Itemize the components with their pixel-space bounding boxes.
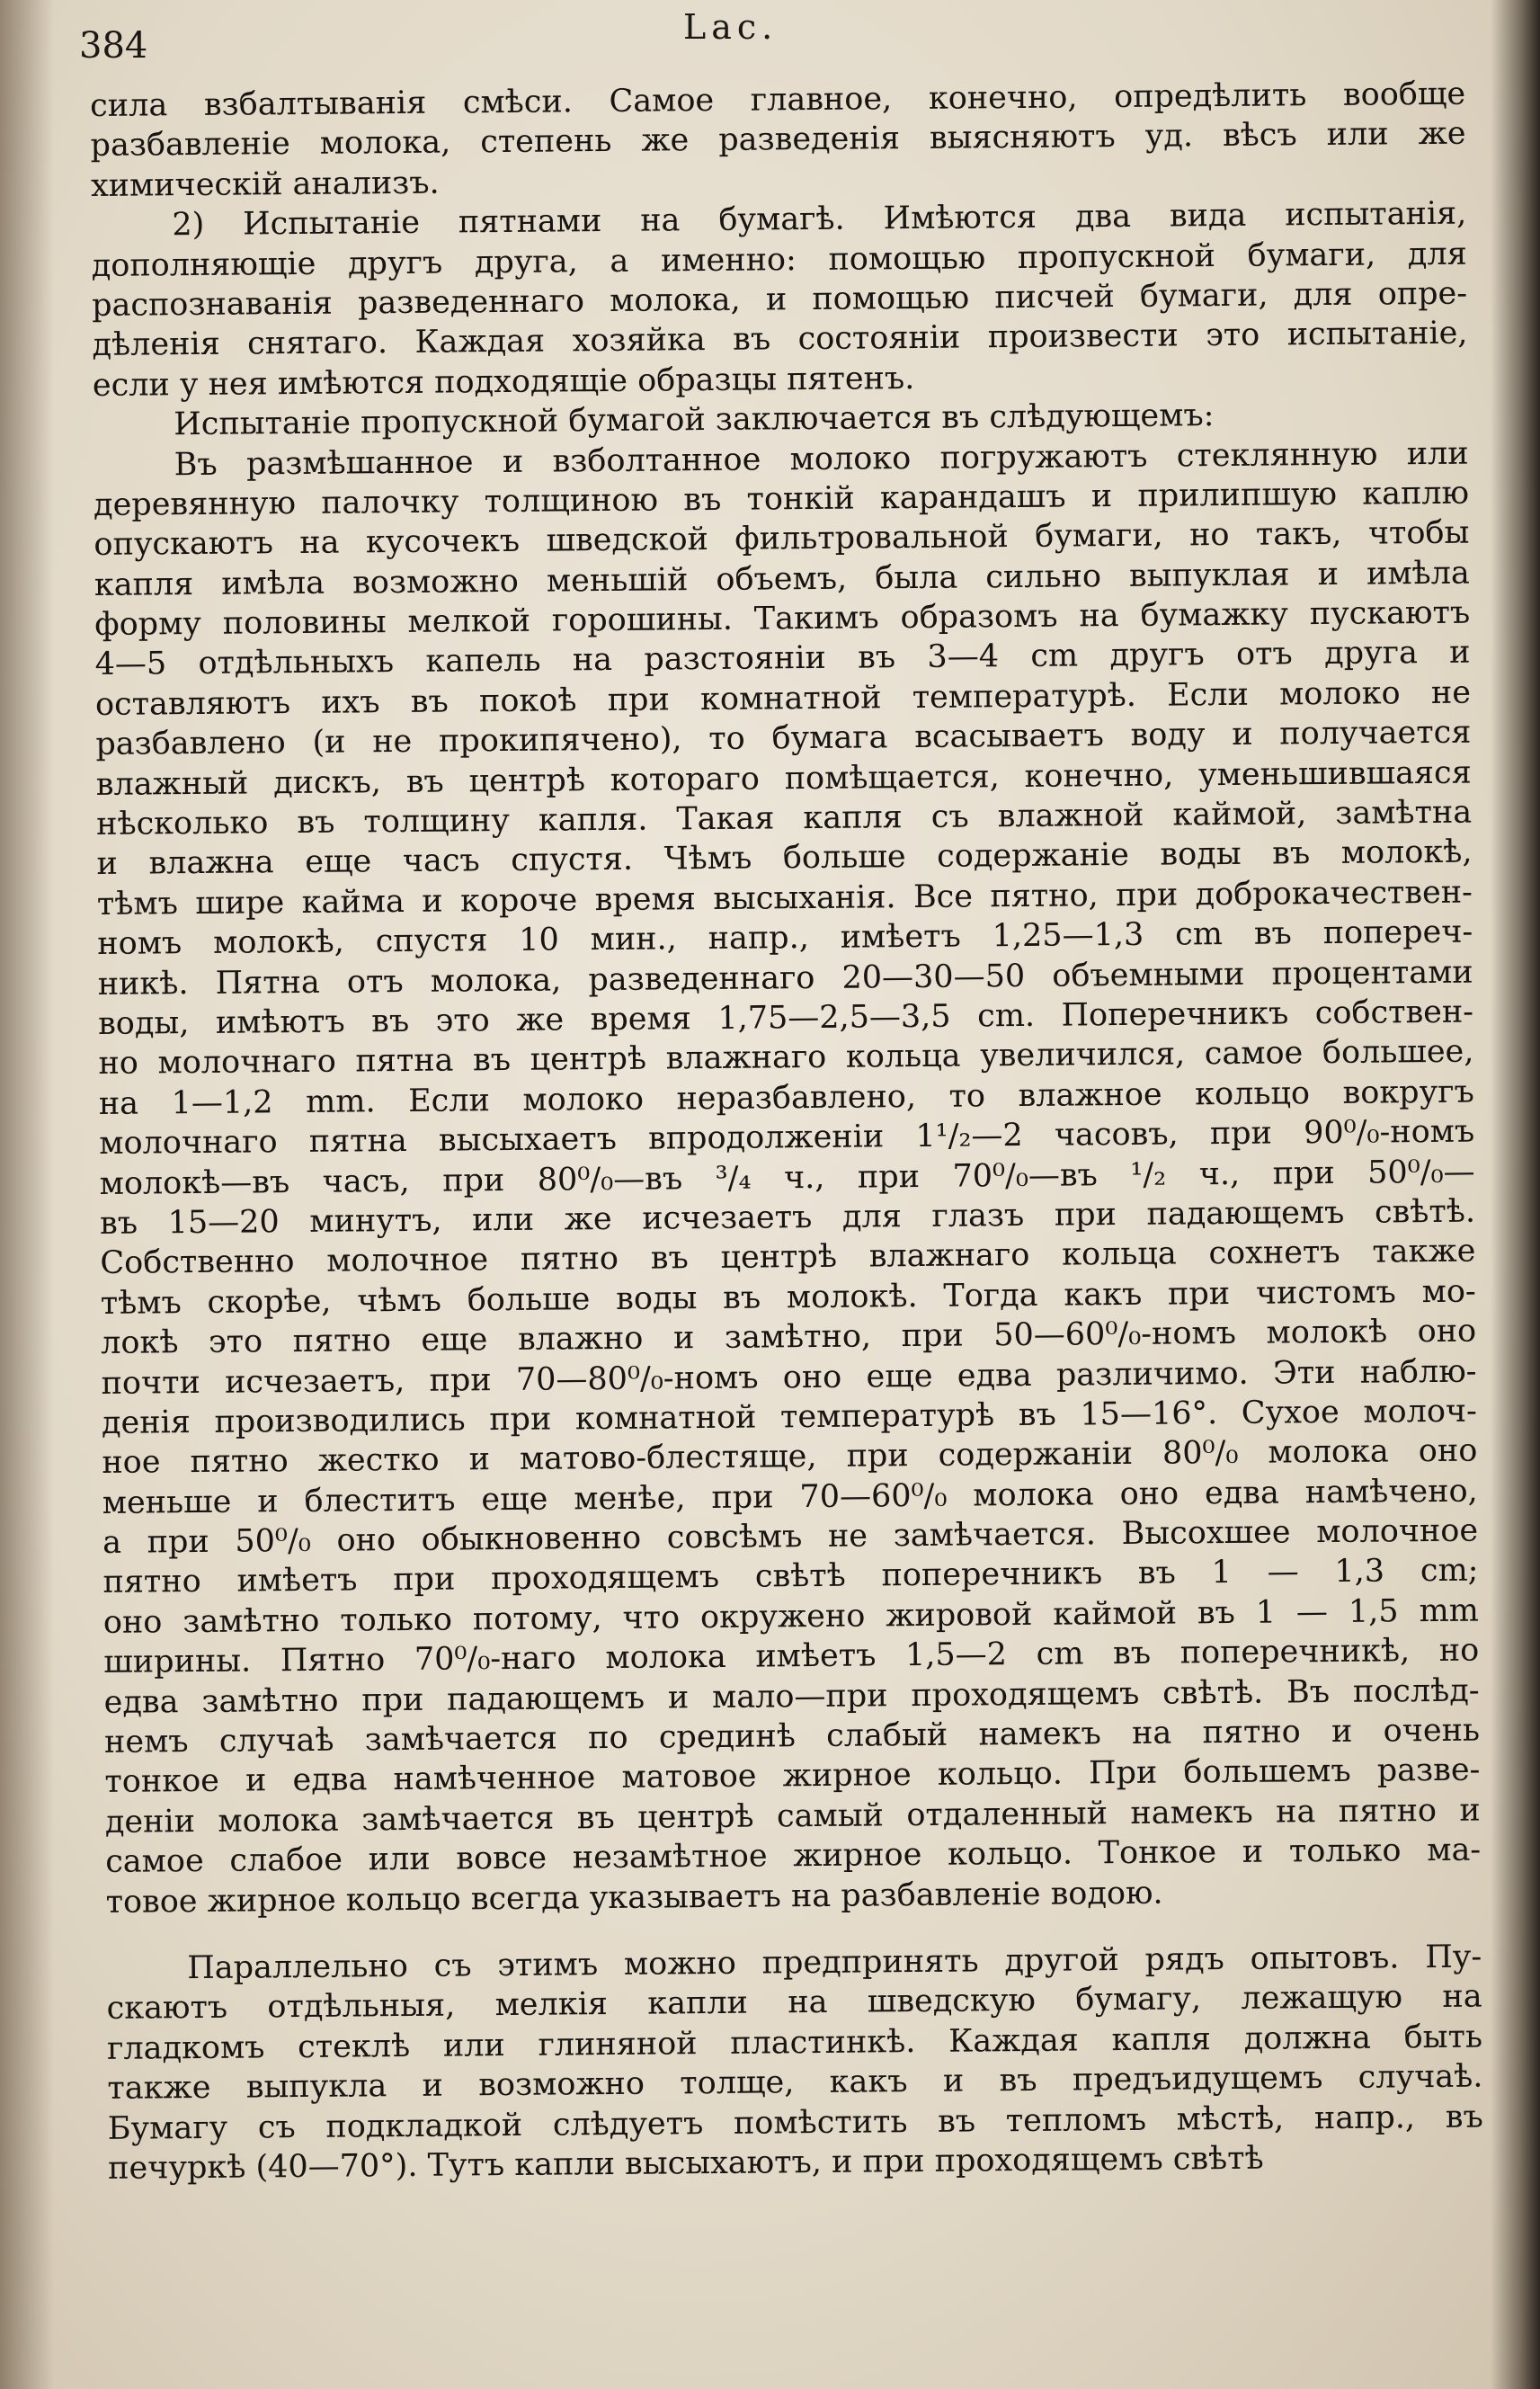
text-line: Собственно молочное пятно въ центрѣ влажнаго кольца сохнетъ также bbox=[100, 1233, 1476, 1282]
text-line: также выпукла и возможно толще, какъ и въ предъидущемъ случаѣ. bbox=[107, 2058, 1483, 2108]
text-line: форму половины мелкой горошины. Такимъ образомъ на бумажку пускаютъ bbox=[94, 594, 1471, 644]
text-line: почти исчезаетъ, при 70—80⁰/₀-номъ оно еще едва различимо. Эти наблю- bbox=[101, 1353, 1477, 1402]
running-title: Lac. bbox=[683, 7, 779, 47]
text-line: дѣленія снятаго. Каждая хозяйка въ состояніи произвести это испытаніе, bbox=[92, 315, 1468, 364]
text-line: на 1—1,2 mm. Если молоко неразбавлено, то влажное кольцо вокругъ bbox=[98, 1074, 1474, 1122]
text-line: денія производились при комнатной температурѣ въ 15—16°. Сухое молоч- bbox=[101, 1393, 1478, 1441]
text-line: разбавлено (и не прокипячено), то бумага всасываетъ воду и получается bbox=[95, 714, 1472, 763]
text-line: гладкомъ стеклѣ или глиняной пластинкѣ. Каждая капля должна быть bbox=[106, 2019, 1483, 2067]
text-line: печуркѣ (40—70°). Тутъ капли высыхаютъ, и при проходящемъ свѣтѣ bbox=[108, 2140, 1264, 2187]
text-line: Въ размѣшанное и взболтанное молоко погружаютъ стеклянную или bbox=[174, 435, 1469, 483]
text-line: деревянную палочку толщиною въ тонкій карандашъ и прилипшую каплю bbox=[93, 475, 1470, 523]
text-line: нѣсколько въ толщину капля. Такая капля съ влажной каймой, замѣтна bbox=[95, 794, 1473, 842]
text-line: скаютъ отдѣльныя, мелкія капли на шведскую бумагу, лежащую на bbox=[106, 1978, 1482, 2028]
text-line: пятно имѣетъ при проходящемъ свѣтѣ поперечникъ въ 1 — 1,3 cm; bbox=[102, 1553, 1479, 1601]
text-line: капля имѣла возможно меньшій объемъ, была сильно выпуклая и имѣла bbox=[93, 555, 1470, 603]
text-line: никѣ. Пятна отъ молока, разведеннаго 20—30—50 объемными процентами bbox=[97, 954, 1473, 1003]
text-line: сила взбалтыванія смѣси. Самое главное, конечно, опредѣлить вообще bbox=[90, 76, 1466, 124]
text-line: деніи молока замѣчается въ центрѣ самый отдаленный намекъ на пятно и bbox=[104, 1792, 1481, 1841]
text-line: ширины. Пятно 70⁰/₀-наго молока имѣетъ 1,5—2 cm въ поперечникѣ, но bbox=[103, 1632, 1480, 1681]
paragraph bbox=[93, 433, 1481, 1922]
text-line: въ 15—20 минутъ, или же исчезаетъ для глазъ при падающемъ свѣтѣ. bbox=[99, 1193, 1476, 1242]
text-line: химическій анализъ. bbox=[90, 165, 440, 204]
text-line: 2) Испытаніе пятнами на бумагѣ. Имѣются два вида испытанія, bbox=[172, 195, 1467, 244]
text-line: влажный дискъ, въ центрѣ котораго помѣщается, конечно, уменьшившаяся bbox=[95, 754, 1472, 803]
text-line: молокѣ—въ часъ, при 80⁰/₀—въ ³/₄ ч., при 70⁰/₀—въ ¹/₂ ч., при 50⁰/₀— bbox=[99, 1154, 1475, 1202]
text-line: товое жирное кольцо всегда указываетъ на разбавленіе водою. bbox=[105, 1875, 1163, 1921]
text-line: Параллельно съ этимъ можно предпринять другой рядъ опытовъ. Пу- bbox=[187, 1939, 1482, 1987]
text-line: а при 50⁰/₀ оно обыкновенно совсѣмъ не замѣчается. Высохшее молочное bbox=[102, 1512, 1479, 1561]
text-line: 4—5 отдѣльныхъ капель на разстояніи въ 3—4 cm другъ отъ друга и bbox=[94, 635, 1471, 683]
text-line: едва замѣтно при падающемъ и мало—при проходящемъ свѣтѣ. Въ послѣд- bbox=[103, 1672, 1480, 1721]
page-edge-shadow bbox=[1491, 0, 1540, 2389]
text-line: номъ молокѣ, спустя 10 мин., напр., имѣетъ 1,25—1,3 cm въ попереч- bbox=[97, 914, 1473, 963]
text-line: дополняющіе другъ друга, а именно: помощью пропускной бумаги, для bbox=[91, 236, 1467, 284]
text-line: если у нея имѣются подходящіе образцы пятенъ. bbox=[92, 360, 915, 404]
text-line: оставляютъ ихъ въ покоѣ при комнатной температурѣ. Если молоко не bbox=[94, 674, 1472, 723]
text-line: Бумагу съ подкладкой слѣдуетъ помѣстить въ тепломъ мѣстѣ, напр., въ bbox=[107, 2099, 1483, 2147]
text-line: ное пятно жестко и матово-блестяще, при содержаніи 80⁰/₀ молока оно bbox=[102, 1432, 1478, 1482]
page-body-text bbox=[90, 75, 1483, 2189]
text-line: меньше и блеститъ еще менѣе, при 70—60⁰/₀ молока оно едва намѣчено, bbox=[102, 1473, 1478, 1521]
page-number: 384 bbox=[79, 25, 148, 67]
text-line: самое слабое или вовсе незамѣтное жирное кольцо. Тонкое и только ма- bbox=[105, 1832, 1482, 1881]
paragraph bbox=[90, 75, 1466, 207]
text-line: опускаютъ на кусочекъ шведской фильтровальной бумаги, но такъ, чтобы bbox=[93, 514, 1470, 564]
text-line: тѣмъ шире кайма и короче время высыханія. Все пятно, при доброкачествен- bbox=[96, 874, 1473, 923]
text-line: оно замѣтно только потому, что окружено жировой каймой въ 1 — 1,5 mm bbox=[102, 1592, 1480, 1641]
text-line: воды, имѣютъ въ это же время 1,75—2,5—3,5 cm. Поперечникъ собствен- bbox=[97, 994, 1474, 1042]
text-line: тонкое и едва намѣченное матовое жирное кольцо. При большемъ разве- bbox=[104, 1752, 1481, 1801]
text-line: разбавленіе молока, степень же разведенія выясняютъ уд. вѣсъ или же bbox=[90, 116, 1466, 165]
text-line: но молочнаго пятна въ центрѣ влажнаго кольца увеличился, самое большее, bbox=[98, 1033, 1474, 1083]
text-line: Испытаніе пропускной бумагой заключается въ слѣдующемъ: bbox=[174, 397, 1215, 443]
page-spine-shadow bbox=[0, 0, 54, 2389]
text-line: и влажна еще часъ спустя. Чѣмъ больше содержаніе воды въ молокѣ, bbox=[96, 834, 1473, 883]
text-line: распознаванія разведеннаго молока, и помощью писчей бумаги, для опре- bbox=[91, 275, 1468, 324]
paragraph bbox=[91, 194, 1468, 406]
text-line: молочнаго пятна высыхаетъ впродолженіи 1¹/₂—2 часовъ, при 90⁰/₀-номъ bbox=[99, 1113, 1475, 1163]
text-line: немъ случаѣ замѣчается по срединѣ слабый намекъ на пятно и очень bbox=[103, 1712, 1481, 1761]
text-line: тѣмъ скорѣе, чѣмъ больше воды въ молокѣ. Тогда какъ при чистомъ мо- bbox=[100, 1273, 1476, 1322]
paragraph bbox=[106, 1938, 1483, 2189]
text-line: локѣ это пятно еще влажно и замѣтно, при 50—60⁰/₀-номъ молокѣ оно bbox=[101, 1313, 1477, 1362]
